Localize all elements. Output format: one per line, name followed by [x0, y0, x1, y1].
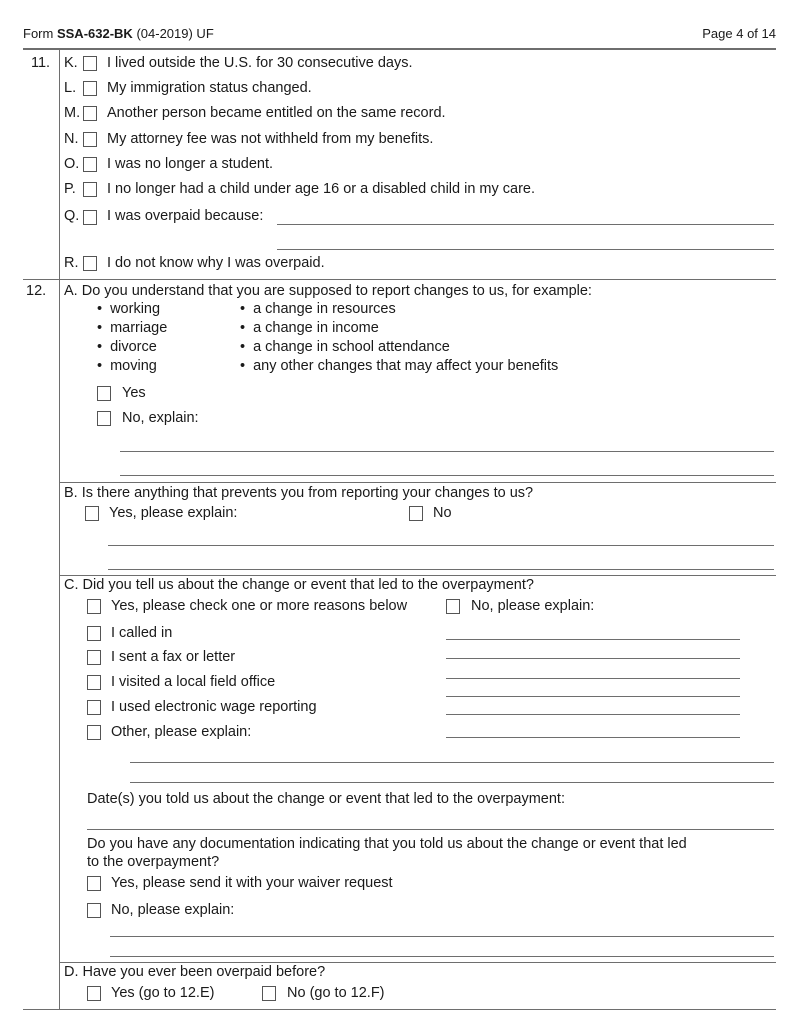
reason-label: Other, please explain: — [111, 724, 252, 740]
question-12-number: 12. — [26, 283, 47, 299]
bullet-item: • working — [97, 301, 160, 318]
item-text: I was no longer a student. — [107, 156, 274, 172]
page-number: Page 4 of 14 — [702, 26, 776, 41]
item-text: I lived outside the U.S. for 30 consecutive days. — [107, 55, 413, 71]
checkbox-other[interactable] — [87, 725, 101, 740]
dates-told-label: Date(s) you told us about the change or event that led to the overpayment: — [87, 791, 565, 807]
item-text: I no longer had a child under age 16 or a disabled child in my care. — [107, 181, 536, 197]
question-11-number: 11. — [31, 55, 51, 71]
label-12c-yes: Yes, please check one or more reasons below — [111, 598, 408, 614]
bullet-item: • a change in resources — [240, 301, 396, 318]
item-letter: P. — [64, 181, 76, 197]
label-doc-yes: Yes, please send it with your waiver request — [111, 875, 393, 891]
explain-12a-line-2[interactable] — [120, 475, 774, 476]
bullet-item: • any other changes that may affect your benefits — [240, 358, 558, 375]
checkbox-12c-no[interactable] — [446, 599, 460, 614]
checkbox-called-in[interactable] — [87, 626, 101, 641]
bullet-item: • a change in income — [240, 320, 379, 337]
label-12d-no: No (go to 12.F) — [287, 985, 385, 1001]
item-letter: M. — [64, 105, 81, 121]
no-explain-line-6[interactable] — [446, 737, 740, 738]
checkbox-q11-p[interactable] — [83, 182, 97, 197]
checkbox-doc-yes[interactable] — [87, 876, 101, 891]
item-letter: L. — [64, 80, 77, 96]
no-explain-line-3[interactable] — [446, 678, 740, 679]
checkbox-q11-l[interactable] — [83, 81, 97, 96]
checkbox-q11-o[interactable] — [83, 157, 97, 172]
checkbox-12d-no[interactable] — [262, 986, 276, 1001]
item-text: I do not know why I was overpaid. — [107, 255, 325, 271]
form-prefix: Form — [23, 26, 54, 41]
question-12c: C. Did you tell us about the change or event that led to the overpayment? — [64, 577, 534, 593]
subsection-divider — [60, 575, 776, 576]
question-12d: D. Have you ever been overpaid before? — [64, 964, 326, 980]
checkbox-12b-yes[interactable] — [85, 506, 99, 521]
form-id: SSA-632-BK — [56, 26, 133, 41]
item-text: My attorney fee was not withheld from my benefits. — [107, 131, 434, 147]
overpaid-reason-line-1[interactable] — [277, 224, 774, 225]
question-number-divider — [59, 49, 60, 279]
dates-told-line[interactable] — [87, 829, 774, 830]
bottom-rule — [23, 1009, 776, 1010]
label-12c-no: No, please explain: — [471, 598, 595, 614]
item-letter: K. — [64, 55, 78, 71]
no-explain-line-5[interactable] — [446, 714, 740, 715]
bullet-item: • divorce — [97, 339, 157, 356]
no-explain-line-2[interactable] — [446, 658, 740, 659]
label-12b-no: No — [433, 505, 452, 521]
item-letter: R. — [64, 255, 79, 271]
bullet-item: • a change in school attendance — [240, 339, 450, 356]
overpaid-reason-line-2[interactable] — [277, 249, 774, 250]
checkbox-12b-no[interactable] — [409, 506, 423, 521]
item-text: I was overpaid because: — [107, 208, 264, 224]
checkbox-12a-no[interactable] — [97, 411, 111, 426]
label-doc-no: No, please explain: — [111, 902, 235, 918]
reason-label: I sent a fax or letter — [111, 649, 236, 665]
explain-12a-line-1[interactable] — [120, 451, 774, 452]
no-explain-line-1[interactable] — [446, 639, 740, 640]
checkbox-q11-k[interactable] — [83, 56, 97, 71]
other-explain-line-1[interactable] — [130, 762, 774, 763]
checkbox-q11-q[interactable] — [83, 210, 97, 225]
no-explain-line-4[interactable] — [446, 696, 740, 697]
checkbox-q11-r[interactable] — [83, 256, 97, 271]
subsection-divider — [60, 962, 776, 963]
other-explain-line-2[interactable] — [130, 782, 774, 783]
label-12b-yes: Yes, please explain: — [109, 505, 238, 521]
item-letter: N. — [64, 131, 79, 147]
item-letter: Q. — [64, 208, 80, 224]
checkbox-12d-yes[interactable] — [87, 986, 101, 1001]
item-letter: O. — [64, 156, 80, 172]
doc-explain-line-1[interactable] — [110, 936, 774, 937]
section-divider — [23, 279, 776, 280]
label-12a-no: No, explain: — [122, 410, 199, 426]
bullet-item: • moving — [97, 358, 157, 375]
reason-label: I used electronic wage reporting — [111, 699, 317, 715]
checkbox-fax-letter[interactable] — [87, 650, 101, 665]
top-rule — [23, 48, 776, 50]
checkbox-doc-no[interactable] — [87, 903, 101, 918]
checkbox-12c-yes[interactable] — [87, 599, 101, 614]
explain-12b-line-2[interactable] — [108, 569, 774, 570]
documentation-question-line-2: to the overpayment? — [87, 854, 220, 870]
form-revision: (04-2019) UF — [136, 26, 214, 41]
checkbox-q11-n[interactable] — [83, 132, 97, 147]
form-identifier — [23, 26, 214, 41]
question-12a: A. Do you understand that you are supposed to report changes to us, for example: — [64, 283, 592, 299]
bullet-item: • marriage — [97, 320, 167, 337]
documentation-question-line-1: Do you have any documentation indicating that you told us about the change or event that led — [87, 836, 687, 852]
question-12b: B. Is there anything that prevents you from reporting your changes to us? — [64, 485, 534, 501]
reason-label: I visited a local field office — [111, 674, 276, 690]
explain-12b-line-1[interactable] — [108, 545, 774, 546]
item-text: Another person became entitled on the same record. — [107, 105, 446, 121]
checkbox-12a-yes[interactable] — [97, 386, 111, 401]
reason-label: I called in — [111, 625, 173, 641]
item-text: My immigration status changed. — [107, 80, 312, 96]
checkbox-field-office[interactable] — [87, 675, 101, 690]
doc-explain-line-2[interactable] — [110, 956, 774, 957]
question-number-divider — [59, 280, 60, 1009]
label-12a-yes: Yes — [122, 385, 146, 401]
checkbox-wage-reporting[interactable] — [87, 700, 101, 715]
subsection-divider — [60, 482, 776, 483]
label-12d-yes: Yes (go to 12.E) — [111, 985, 215, 1001]
checkbox-q11-m[interactable] — [83, 106, 97, 121]
